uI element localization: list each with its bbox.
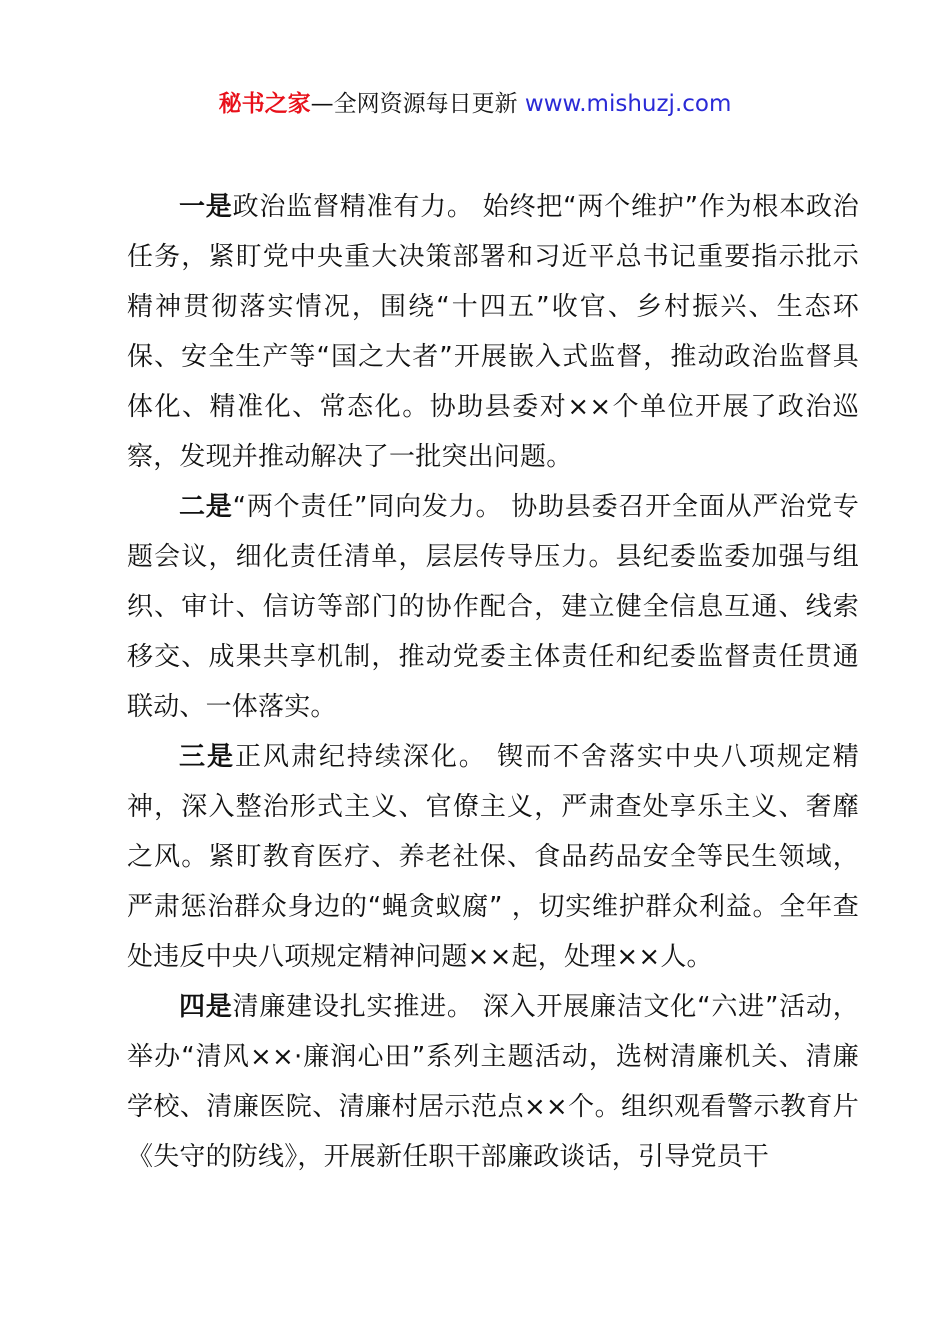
paragraph-text: “两个责任”同向发力。 协助县委召开全面从严治党专题会议，细化责任清单，层层传导压力。县纪委监委加强与组织、审计、信访等部门的协作配合，建立健全信息互通、线索移交、成果共享机制，推动党委主体责任和纪委监督责任贯通联动、一体落实。 bbox=[127, 492, 859, 722]
paragraph-3 bbox=[127, 732, 859, 982]
site-header bbox=[0, 88, 950, 120]
paragraph-lead: 二是 bbox=[179, 492, 233, 522]
paragraph-text: 清廉建设扎实推进。 深入开展廉洁文化“六进”活动，举办“清风××·廉润心田”系列主题活动，选树清廉机关、清廉学校、清廉医院、清廉村居示范点××个。组织观看警示教育片《失守的防线》，开展新任职干部廉政谈话，引导党员干 bbox=[127, 992, 859, 1172]
document-body bbox=[127, 182, 859, 1182]
paragraph-4 bbox=[127, 982, 859, 1182]
paragraph-lead: 四是 bbox=[179, 992, 233, 1022]
paragraph-text: 正风肃纪持续深化。 锲而不舍落实中央八项规定精神，深入整治形式主义、官僚主义，严肃查处享乐主义、奢靡之风。紧盯教育医疗、养老社保、食品药品安全等民生领域，严肃惩治群众身边的“蝇贪蚁腐” ，切实维护群众利益。全年查处违反中央八项规定精神问题××起，处理××人。 bbox=[127, 742, 859, 972]
paragraph-1 bbox=[127, 182, 859, 482]
site-url-link[interactable]: www.mishuzj.com bbox=[524, 91, 732, 117]
paragraph-text: 政治监督精准有力。 始终把“两个维护”作为根本政治任务，紧盯党中央重大决策部署和习近平总书记重要指示批示精神贯彻落实情况，围绕“十四五”收官、乡村振兴、生态环保、安全生产等“国之大者”开展嵌入式监督，推动政治监督具体化、精准化、常态化。协助县委对××个单位开展了政治巡察，发现并推动解决了一批突出问题。 bbox=[127, 192, 859, 472]
paragraph-2 bbox=[127, 482, 859, 732]
paragraph-lead: 一是 bbox=[179, 192, 233, 222]
paragraph-lead: 三是 bbox=[179, 742, 235, 772]
brand-name: 秘书之家 bbox=[218, 91, 311, 117]
header-tagline: —全网资源每日更新 bbox=[310, 91, 525, 117]
